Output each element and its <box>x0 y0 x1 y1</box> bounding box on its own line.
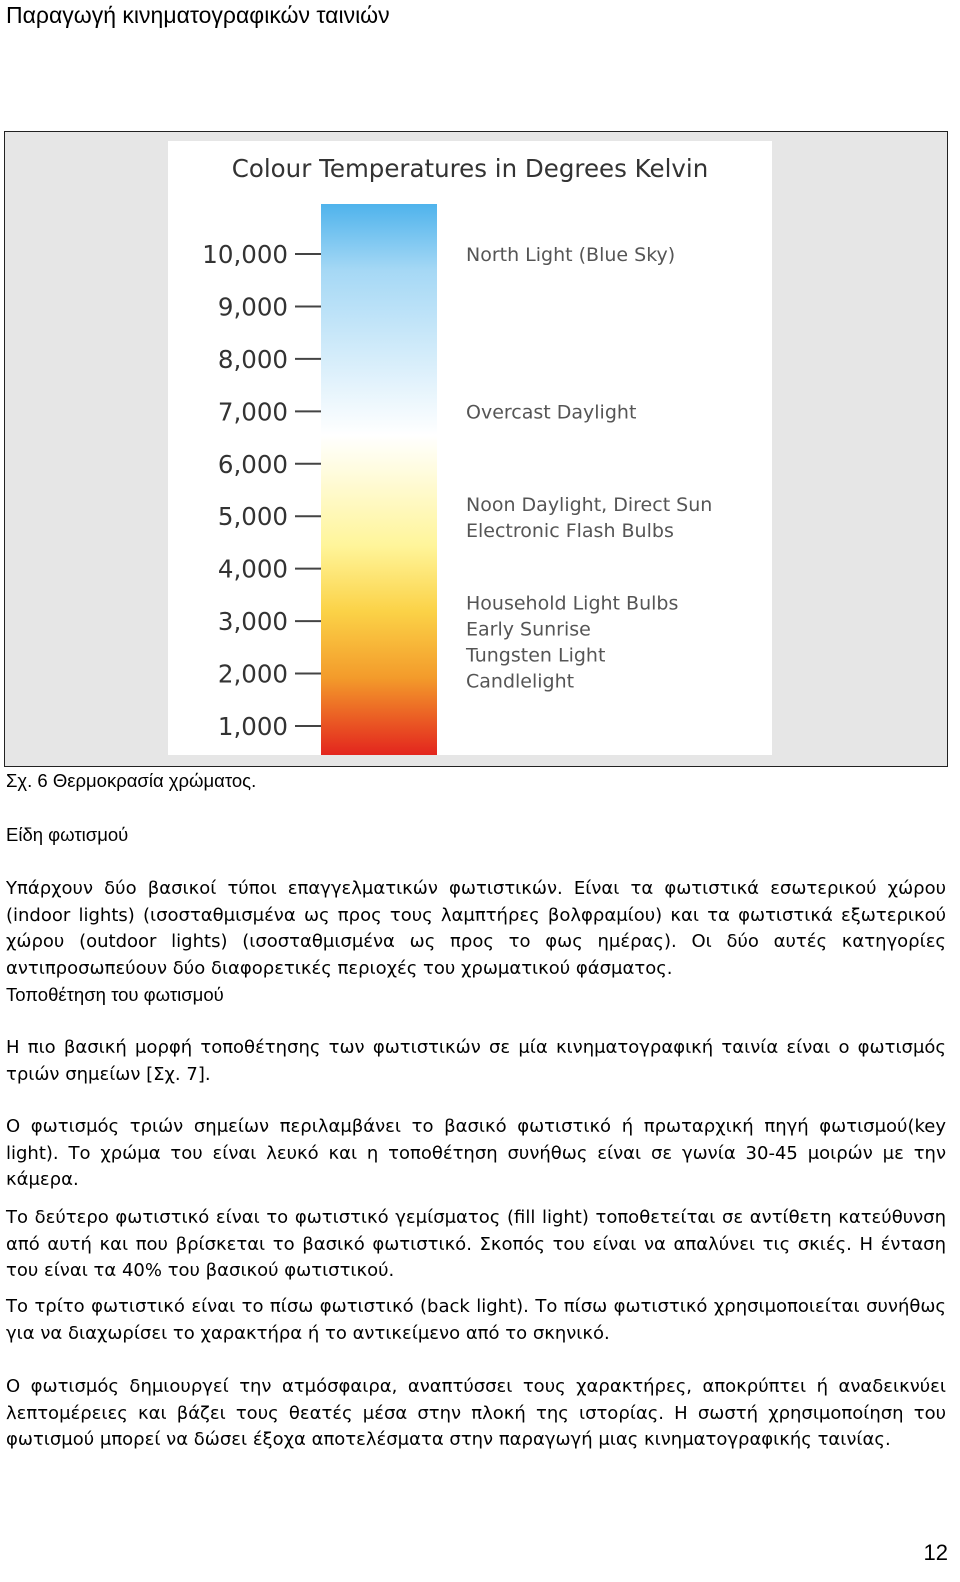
y-tick-label: 9,000 <box>217 292 288 322</box>
y-tick-label: 3,000 <box>217 607 288 637</box>
section-heading-placement: Τοποθέτηση του φωτισμού <box>6 984 224 1005</box>
figure-caption: Σχ. 6 Θερμοκρασία χρώματος. <box>6 770 257 791</box>
annotation-label: Noon Daylight, Direct Sun <box>466 494 713 517</box>
paragraph-fill-light: Το δεύτερο φωτιστικό είναι το φωτιστικό γεμίσματος (fill light) τοποθετείται σε αντίθετη κατεύθυνση από αυτή και που βρίσκεται το βασικό φωτιστικό. Σκοπός του είναι να απαλύνει τις σκιές. Η ένταση του είναι τα 40% του βασικού φωτιστικού. <box>6 1207 946 1281</box>
page-number: 12 <box>923 1540 948 1565</box>
paragraph-lighting-types: Υπάρχουν δύο βασικοί τύποι επαγγελματικών φωτιστικών. Είναι τα φωτιστικά εσωτερικού χώρου (indoor lights) (ισοσταθμισμένα ως προς τους λαμπτήρες βολφραμίου) και τα φωτιστικά εξωτερικού χώρου (outdoor lights) (ισοσταθμισμένα ως προς το φως ημέρας). Οι δύο αυτές κατηγορίες αντιπροσωπεύουν δύο διαφορετικές περιοχές του χρωματικού φάσματος. <box>6 878 946 979</box>
annotation-label: Early Sunrise <box>466 618 591 641</box>
chart-title: Colour Temperatures in Degrees Kelvin <box>231 154 709 183</box>
paragraph-key-light: Ο φωτισμός τριών σημείων περιλαμβάνει το βασικό φωτιστικό ή πρωταρχική πηγή φωτισμού(key light). Το χρώμα του είναι λευκό και η τοποθέτηση συνήθως είναι σε γωνία 30-45 μοιρών με την κάμερα. <box>6 1116 946 1190</box>
paragraph-back-light: Το τρίτο φωτιστικό είναι το πίσω φωτιστικό (back light). Το πίσω φωτιστικό χρησιμοποιείται συνήθως για να διαχωρίσει το χαρακτήρα ή το αντικείμενο από το σκηνικό. <box>6 1296 946 1344</box>
annotation-label: Overcast Daylight <box>466 401 637 424</box>
annotation-label: Electronic Flash Bulbs <box>466 520 674 543</box>
annotation-label: Tungsten Light <box>466 644 606 667</box>
page-title: Παραγωγή κινηματογραφικών ταινιών <box>6 2 390 28</box>
annotation-label: Household Light Bulbs <box>466 592 679 615</box>
temperature-gradient-bar <box>321 204 437 755</box>
y-tick-label: 7,000 <box>217 397 288 427</box>
y-tick-label: 2,000 <box>217 659 288 689</box>
figure-frame <box>4 131 948 767</box>
colour-temperature-chart <box>168 141 772 755</box>
section-heading-lighting-types: Είδη φωτισμού <box>6 824 129 845</box>
annotation-label: North Light (Blue Sky) <box>466 244 676 266</box>
y-tick-label: 5,000 <box>217 502 288 532</box>
annotation-label: Candlelight <box>466 670 575 693</box>
paragraph-placement: Η πιο βασική μορφή τοποθέτησης των φωτιστικών σε μία κινηματογραφική ταινία είναι ο φωτισμός τριών σημείων [Σχ. 7]. <box>6 1037 946 1085</box>
paragraph-conclusion: Ο φωτισμός δημιουργεί την ατμόσφαιρα, αναπτύσσει τους χαρακτήρες, αποκρύπτει ή αναδεικνύει λεπτομέρειες και βάζει τους θεατές μέσα στην πλοκή της ιστορίας. Η σωστή χρησιμοποίηση του φωτισμού μπορεί να δώσει έξοχα αποτελέσματα στην παραγωγή μιας κινηματογραφικής ταινίας. <box>6 1376 946 1450</box>
y-tick-label: 1,000 <box>217 712 288 741</box>
y-tick-label: 6,000 <box>217 449 288 479</box>
y-tick-label: 4,000 <box>217 554 288 584</box>
y-tick-label: 8,000 <box>217 344 288 374</box>
y-tick-label: 10,000 <box>202 240 288 269</box>
